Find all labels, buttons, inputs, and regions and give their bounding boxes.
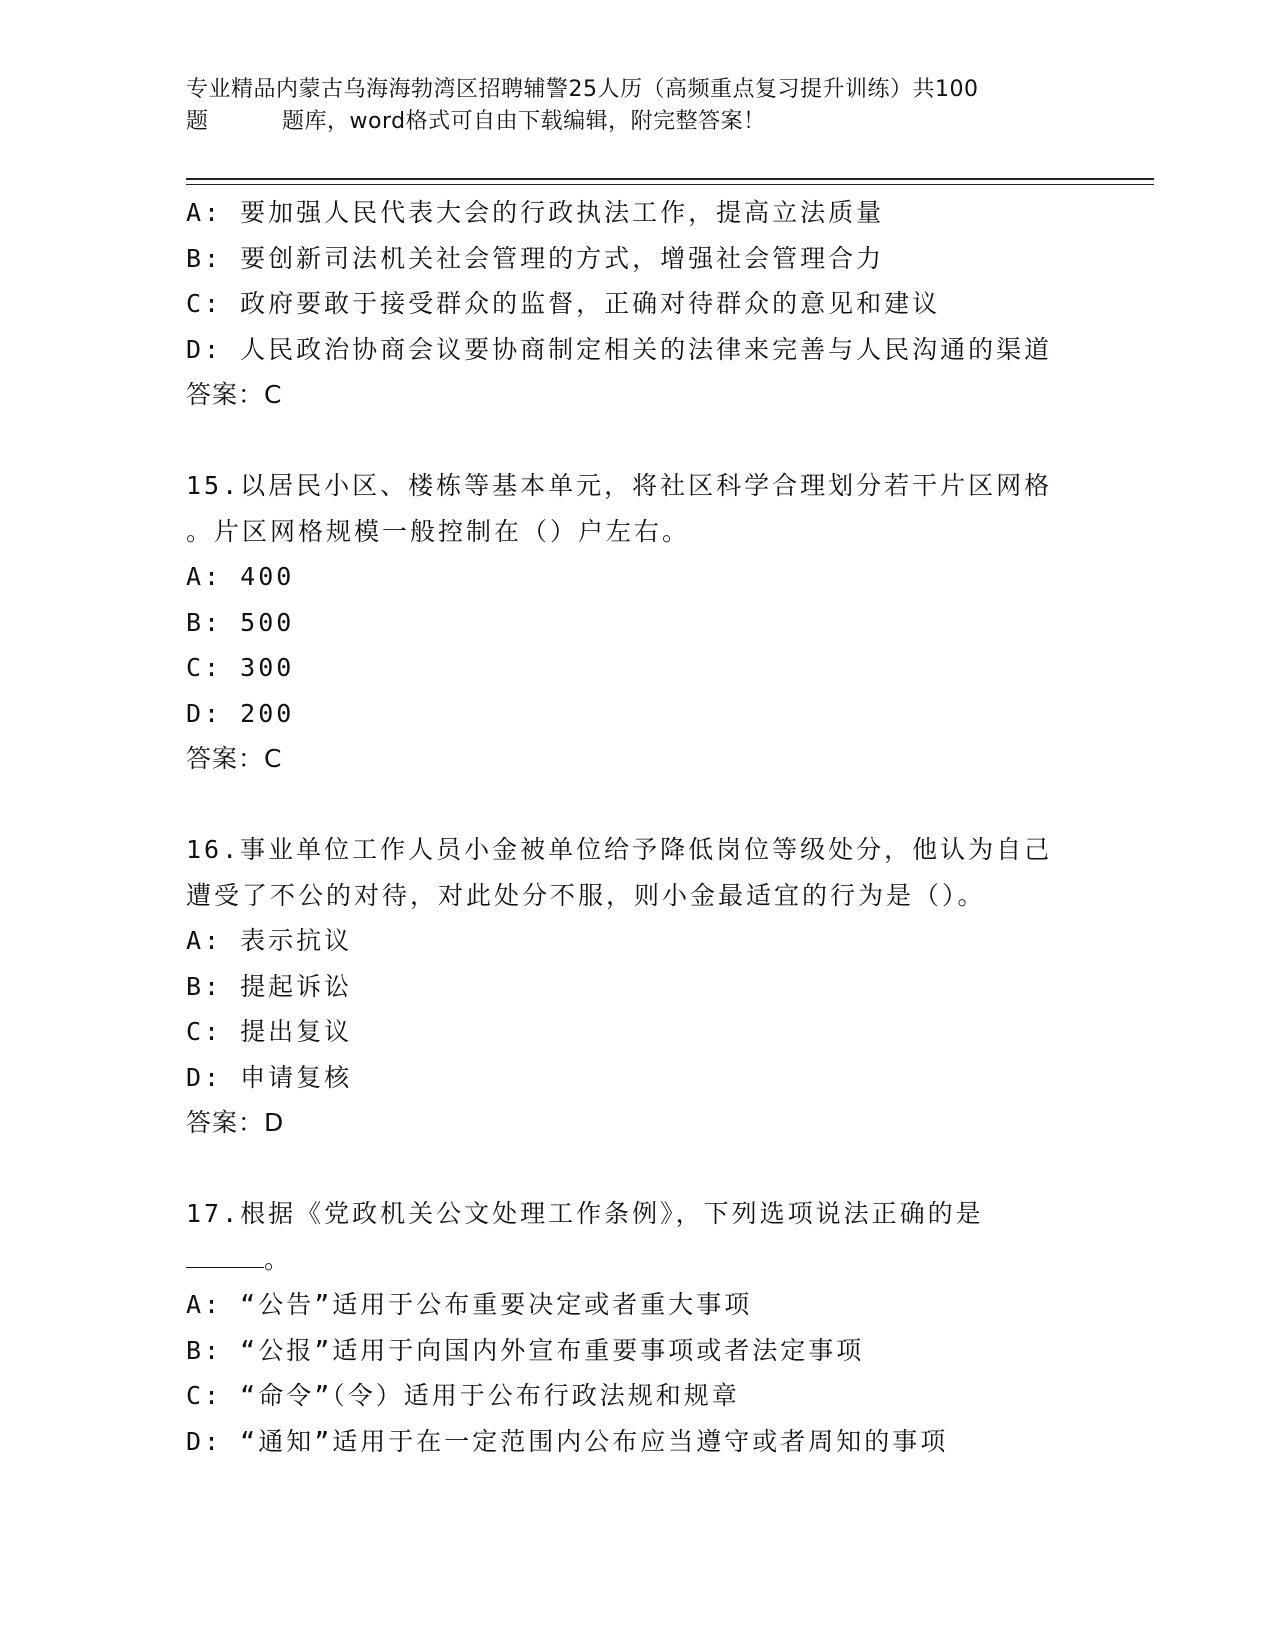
- question-16: [186, 827, 1086, 1146]
- question-text-line1: 16.事业单位工作人员小金被单位给予降低岗位等级处分，他认为自己: [186, 835, 1053, 864]
- option-d: D: 200: [186, 698, 295, 728]
- option-a: A: “公告”适用于公布重要决定或者重大事项: [186, 1290, 753, 1319]
- option-a: A: 400: [186, 562, 295, 591]
- header-title-line2: [186, 106, 1086, 138]
- option-a: A: 要加强人民代表大会的行政执法工作，提高立法质量: [186, 198, 885, 227]
- question-text-line1: 15.以居民小区、楼栋等基本单元，将社区科学合理划分若干片区网格: [186, 471, 1053, 500]
- option-d: D: “通知”适用于在一定范围内公布应当遵守或者周知的事项: [186, 1426, 949, 1456]
- option-b: B: 500: [186, 607, 295, 637]
- option-c: C: 政府要敢于接受群众的监督，正确对待群众的意见和建议: [186, 289, 941, 318]
- question-text-line2: 。片区网格规模一般控制在（）户左右。: [186, 516, 691, 546]
- option-d: D: 人民政治协商会议要协商制定相关的法律来完善与人民沟通的渠道: [186, 334, 1053, 364]
- option-d: D: 申请复核: [186, 1062, 353, 1092]
- spacer: [186, 1146, 1086, 1192]
- answer-line: 答案：C: [186, 380, 283, 409]
- option-b: B: “公报”适用于向国内外宣布重要事项或者法定事项: [186, 1335, 865, 1365]
- question-text-line2: 遭受了不公的对待，对此处分不服，则小金最适宜的行为是（）。: [186, 880, 986, 910]
- header-title-line2-rest: 题库，word格式可自由下载编辑，附完整答案！: [282, 109, 766, 134]
- header-title-line2-start: 题: [186, 109, 209, 134]
- fill-in-blank: [186, 1249, 264, 1268]
- option-c: C: “命令”（令）适用于公布行政法规和规章: [186, 1381, 740, 1410]
- question-list: [186, 190, 1086, 1464]
- option-a: A: 表示抗议: [186, 926, 353, 955]
- question-17: [186, 1191, 1086, 1464]
- answer-line: 答案：D: [186, 1108, 285, 1137]
- question-15: [186, 463, 1086, 782]
- spacer: [186, 782, 1086, 828]
- header-divider-thick: [186, 178, 1154, 180]
- option-b: B: 提起诉讼: [186, 971, 353, 1001]
- question-text-line2: [186, 1237, 1086, 1283]
- option-c: C: 300: [186, 653, 295, 682]
- document-header: [186, 74, 1086, 138]
- option-b: B: 要创新司法机关社会管理的方式，增强社会管理合力: [186, 243, 885, 273]
- spacer: [186, 418, 1086, 464]
- answer-line: 答案：C: [186, 744, 283, 773]
- option-c: C: 提出复议: [186, 1017, 353, 1046]
- question-14: [186, 190, 1086, 418]
- question-text-line2-end: 。: [264, 1244, 293, 1274]
- header-title-line1: 专业精品内蒙古乌海海勃湾区招聘辅警25人历（高频重点复习提升训练）共100: [186, 77, 979, 102]
- header-divider-thin: [186, 184, 1154, 185]
- question-text-line1: 17.根据《党政机关公文处理工作条例》，下列选项说法正确的是: [186, 1199, 984, 1228]
